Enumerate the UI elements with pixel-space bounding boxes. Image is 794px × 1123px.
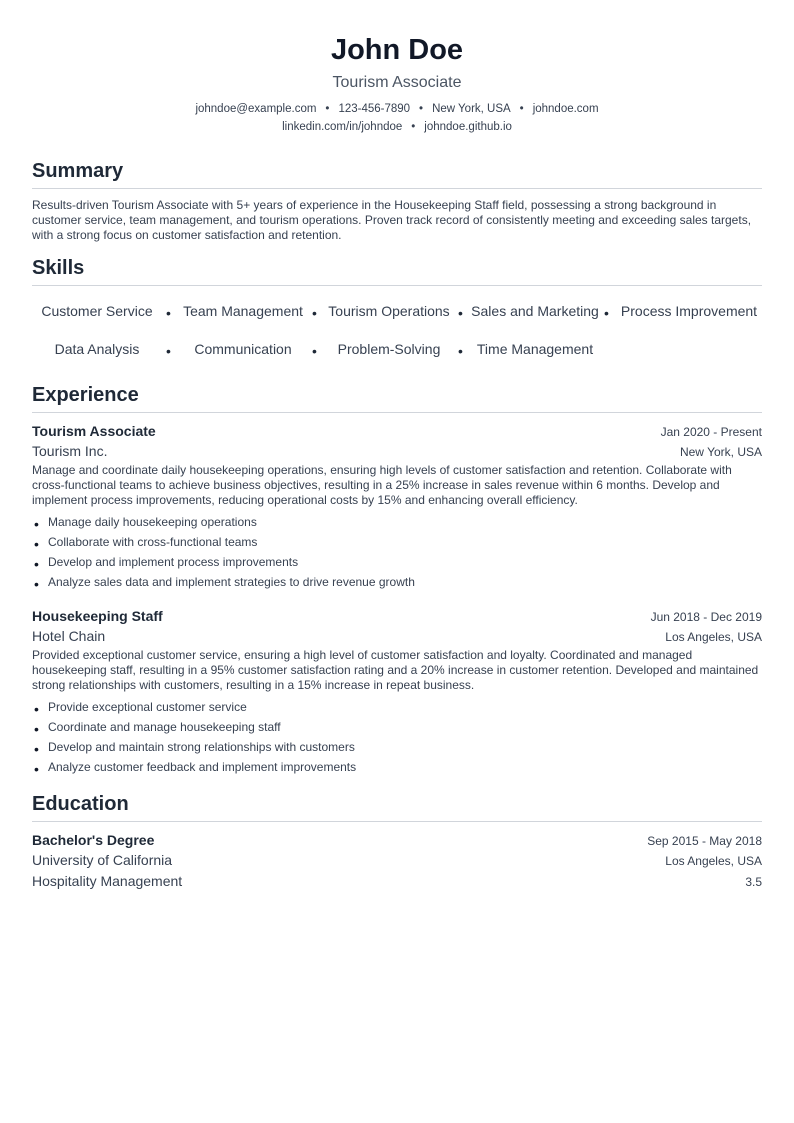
education-dates: Sep 2015 - May 2018 xyxy=(647,834,762,848)
skill-item: Customer Service xyxy=(41,302,153,319)
phone-number: 123-456-7890 xyxy=(338,103,411,115)
separator-dot: • xyxy=(419,103,424,115)
job-dates: Jun 2018 - Dec 2019 xyxy=(650,610,762,624)
website-link[interactable]: johndoe.com xyxy=(532,103,599,115)
linkedin-link[interactable]: linkedin.com/in/johndoe xyxy=(282,121,403,133)
skill-item: Data Analysis xyxy=(54,340,140,357)
separator-dot: • xyxy=(604,305,609,321)
separator-dot: • xyxy=(458,305,463,321)
skill-item: Process Improvement xyxy=(620,302,758,319)
separator-dot: • xyxy=(458,343,463,359)
school-location: Los Angeles, USA xyxy=(665,854,762,868)
education-heading: Education xyxy=(32,791,762,822)
skill-item: Problem-Solving xyxy=(337,340,441,357)
job-dates: Jan 2020 - Present xyxy=(660,425,762,439)
education-entry xyxy=(32,830,762,892)
company-name: Hotel Chain xyxy=(32,628,106,644)
gpa-value: 3.5 xyxy=(745,875,762,889)
field-of-study: Hospitality Management xyxy=(32,873,183,889)
list-item: • Manage daily housekeeping operations xyxy=(32,512,762,532)
experience-section xyxy=(32,382,762,777)
job-highlights xyxy=(32,697,762,777)
list-item: • Develop and maintain strong relationships with customers xyxy=(32,737,762,757)
skills-grid xyxy=(32,294,762,370)
summary-text: Results-driven Tourism Associate with 5+ years of experience in the Housekeeping Staff field, possessing a strong background in customer service, team management, and tourism operations. Proven track record of consistently meeting and exceeding sales targets, with a strong focus on customer satisfaction and retention. xyxy=(32,198,752,242)
separator-dot: • xyxy=(312,305,317,321)
school-name: University of California xyxy=(32,852,173,868)
skills-heading: Skills xyxy=(32,255,762,286)
skill-item: Time Management xyxy=(476,340,594,357)
skill-item: Tourism Operations xyxy=(328,302,450,319)
separator-dot: • xyxy=(325,103,330,115)
skill-item: Communication xyxy=(194,340,292,357)
degree-title: Bachelor's Degree xyxy=(32,832,155,848)
summary-heading: Summary xyxy=(32,158,762,189)
candidate-name: John Doe xyxy=(330,34,464,66)
github-link[interactable]: johndoe.github.io xyxy=(424,121,512,133)
separator-dot: • xyxy=(411,121,416,133)
separator-dot: • xyxy=(166,343,171,359)
candidate-title: Tourism Associate xyxy=(332,74,462,91)
list-item: • Coordinate and manage housekeeping staff xyxy=(32,717,762,737)
job-location: New York, USA xyxy=(679,445,762,459)
experience-heading: Experience xyxy=(32,382,762,413)
education-section xyxy=(32,791,762,892)
skills-section xyxy=(32,255,762,370)
skill-item: Team Management xyxy=(183,302,303,319)
email-link[interactable]: johndoe@example.com xyxy=(195,103,317,115)
list-item: • Provide exceptional customer service xyxy=(32,697,762,717)
job-title: Tourism Associate xyxy=(32,423,156,439)
contact-row-links xyxy=(0,118,794,136)
job-entry xyxy=(32,606,762,777)
location-text: New York, USA xyxy=(432,103,511,115)
skill-item: Sales and Marketing xyxy=(471,302,599,319)
company-name: Tourism Inc. xyxy=(32,443,108,459)
separator-dot: • xyxy=(166,305,171,321)
job-description: Manage and coordinate daily housekeeping operations, ensuring high levels of customer satisfaction and retention. Collaborate with cross-functional teams to achieve business objectives, resulting in a 25% increase in sales revenue within 6 months. Develop and implement process improvements, reducing operational costs by 15% and enhancing overall efficiency. xyxy=(32,463,732,507)
job-title: Housekeeping Staff xyxy=(32,608,163,624)
list-item: • Collaborate with cross-functional teams xyxy=(32,532,762,552)
contact-row xyxy=(0,100,794,118)
list-item: • Develop and implement process improvements xyxy=(32,552,762,572)
list-item: • Analyze sales data and implement strategies to drive revenue growth xyxy=(32,572,762,592)
job-location: Los Angeles, USA xyxy=(665,630,762,644)
job-highlights xyxy=(32,512,762,592)
resume-header xyxy=(0,0,794,136)
job-description: Provided exceptional customer service, ensuring a high level of customer satisfaction and loyalty. Coordinated and managed housekeeping staff, resulting in a 95% customer satisfaction rating and a 20% increase in customer retention. Developed and maintained strong relationships with customers, resulting in a 15% increase in repeat business. xyxy=(32,648,759,692)
list-item: • Analyze customer feedback and implement improvements xyxy=(32,757,762,777)
separator-dot: • xyxy=(312,343,317,359)
separator-dot: • xyxy=(519,103,524,115)
job-entry xyxy=(32,421,762,592)
summary-section xyxy=(32,158,762,243)
